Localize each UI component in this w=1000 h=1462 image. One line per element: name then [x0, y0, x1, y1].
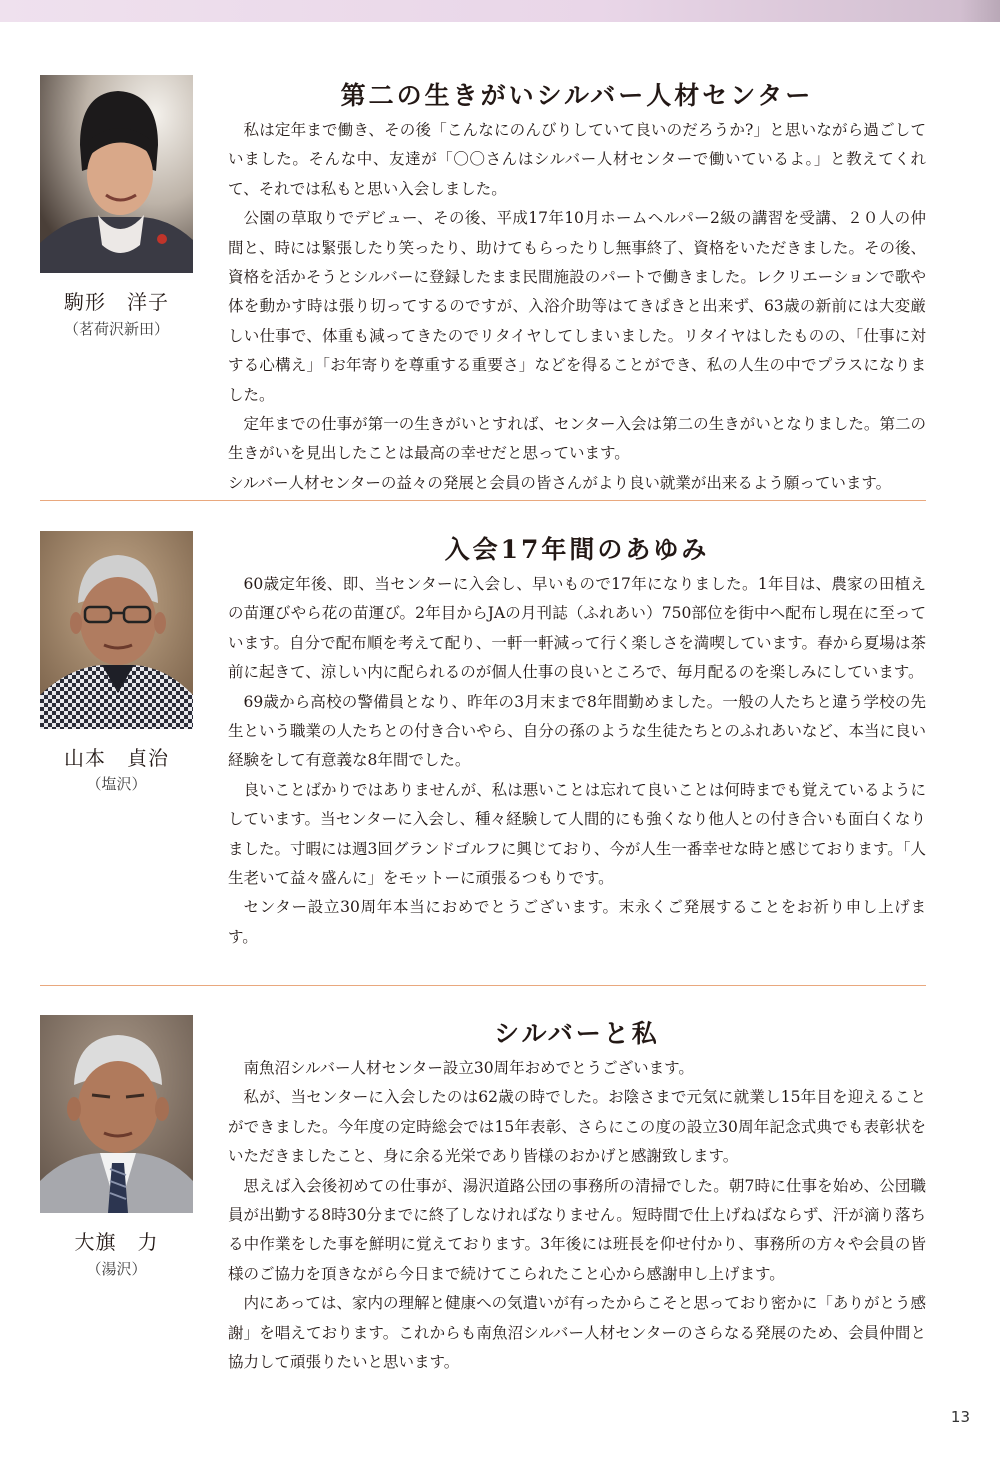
paragraph: 定年までの仕事が第一の生きがいとすれば、センター入会は第二の生きがいとなりました。第二の生きがいを見出したことは最高の幸せだと思っています。 — [228, 415, 926, 463]
section-divider — [40, 500, 926, 501]
portrait-elderly-woman-image — [40, 75, 193, 273]
paragraph: 内にあっては、家内の理解と健康への気遣いが有ったからこそと思っており密かに「ありがとう感謝」を唱えております。これからも南魚沼シルバー人材センターのさらなる発展のため、会員仲間と協力して頑張りたいと思います。 — [228, 1294, 926, 1372]
person-area-yamamoto: （塩沢） — [86, 775, 147, 793]
paragraph: 良いことばかりではありませんが、私は悪いことは忘れて良いことは何時までも覚えているようにしています。当センターに入会し、種々経験して人間的にも強くなり他人との付き合いも面白くなりました。寸暇には週3回グランドゴルフに興じており、今が人生一番幸せな時と感じております。「人生老いて益々盛んに」をモットーに頑張るつもりです。 — [228, 780, 926, 888]
article-body-1 — [228, 116, 926, 498]
paragraph: 私が、当センターに入会したのは62歳の時でした。お陰さまで元気に就業し15年目を迎えることができました。今年度の定時総会では15年表彰、さらにこの度の設立30周年記念式典でも表彰状をいただきましたこと、身に余る光栄であり皆様のおかげと感謝致します。 — [228, 1088, 926, 1166]
portrait-elderly-man-glasses-image — [40, 531, 193, 729]
paragraph: シルバー人材センターの益々の発展と会員の皆さんがより良い就業が出来るよう願っています。 — [228, 473, 892, 492]
portrait-elderly-man-suit-image — [40, 1015, 193, 1213]
person-area-ohata: （湯沢） — [86, 1260, 147, 1278]
portrait-photo-komagata — [40, 75, 193, 273]
paragraph: 公園の草取りでデビュー、その後、平成17年10月ホームヘルパー2級の講習を受講、２０人の仲間と、時には緊張したり笑ったり、助けてもらったりし無事終了、資格をいただきました。その後、資格を活かそうとシルバーに登録したまま民間施設のパートで働きました。レクリエーションで歌や体を動かす時は張り切ってするのですが、入浴介助等はてきぱきと出来ず、63歳の新前には大変厳しい仕事で、体重も減ってきたのでリタイヤしてしまいました。リタイヤはしたものの、「仕事に対する心構え」「お年寄りを尊重する重要さ」などを得ることができ、私の人生の中でプラスになりました。 — [228, 209, 926, 404]
top-decorative-band — [0, 0, 1000, 22]
article-title-1: 第二の生きがいシルバー人材センター — [340, 81, 814, 110]
paragraph: 60歳定年後、即、当センターに入会し、早いもので17年になりました。1年目は、農家の田植えの苗運びやら花の苗運び。2年目からJAの月刊誌（ふれあい）750部位を街中へ配布し現在に至っています。自分で配布順を考えて配り、一軒一軒減って行く楽しさを満喫しています。春から夏場は茶前に起きて、涼しい内に配られるのが個人仕事の良いところで、毎月配るのを楽しみにしています。 — [228, 575, 926, 682]
paragraph: 69歳から高校の警備員となり、昨年の3月末まで8年間勤めました。一般の人たちと違う学校の先生という職業の人たちとの付き合いやら、自分の孫のような生徒たちとのふれあいなど、本当に良い経験をして有意義な8年間でした。 — [228, 692, 926, 770]
paragraph: センター設立30周年本当におめでとうございます。末永くご発展することをお祈り申し上げます。 — [228, 898, 926, 946]
page-number: 13 — [950, 1408, 970, 1426]
paragraph: 南魚沼シルバー人材センター設立30周年おめでとうございます。 — [243, 1059, 694, 1077]
person-name-yamamoto: 山本 貞治 — [64, 746, 169, 770]
person-name-komagata: 駒形 洋子 — [64, 290, 169, 314]
portrait-photo-yamamoto — [40, 531, 193, 729]
article-title-3: シルバーと私 — [494, 1019, 660, 1048]
article-title-2: 入会17年間のあゆみ — [444, 535, 710, 564]
paragraph: 思えば入会後初めての仕事が、湯沢道路公団の事務所の清掃でした。朝7時に仕事を始め、公団職員が出勤する8時30分までに終了しなければなりません。短時間で仕上げねばならず、汗が滴り落ちる中作業をした事を鮮明に覚えております。3年後には班長を仰せ付かり、事務所の方々や会員の皆様のご協力を頂きながら今日まで続けてこられたこと心から感謝申し上げます。 — [228, 1176, 926, 1283]
article-body-2 — [228, 570, 926, 952]
section-divider — [40, 985, 926, 986]
person-area-komagata: （茗荷沢新田） — [63, 320, 169, 338]
paragraph: 私は定年まで働き、その後「こんなにのんびりしていて良いのだろうか?」と思いながら過ごしていました。そんな中、友達が「〇〇さんはシルバー人材センターで働いているよ。」と教えてくれて、それでは私もと思い入会しました。 — [228, 121, 926, 198]
portrait-photo-ohata — [40, 1015, 193, 1213]
person-name-ohata: 大旗 力 — [74, 1230, 159, 1254]
article-body-3 — [228, 1054, 926, 1377]
